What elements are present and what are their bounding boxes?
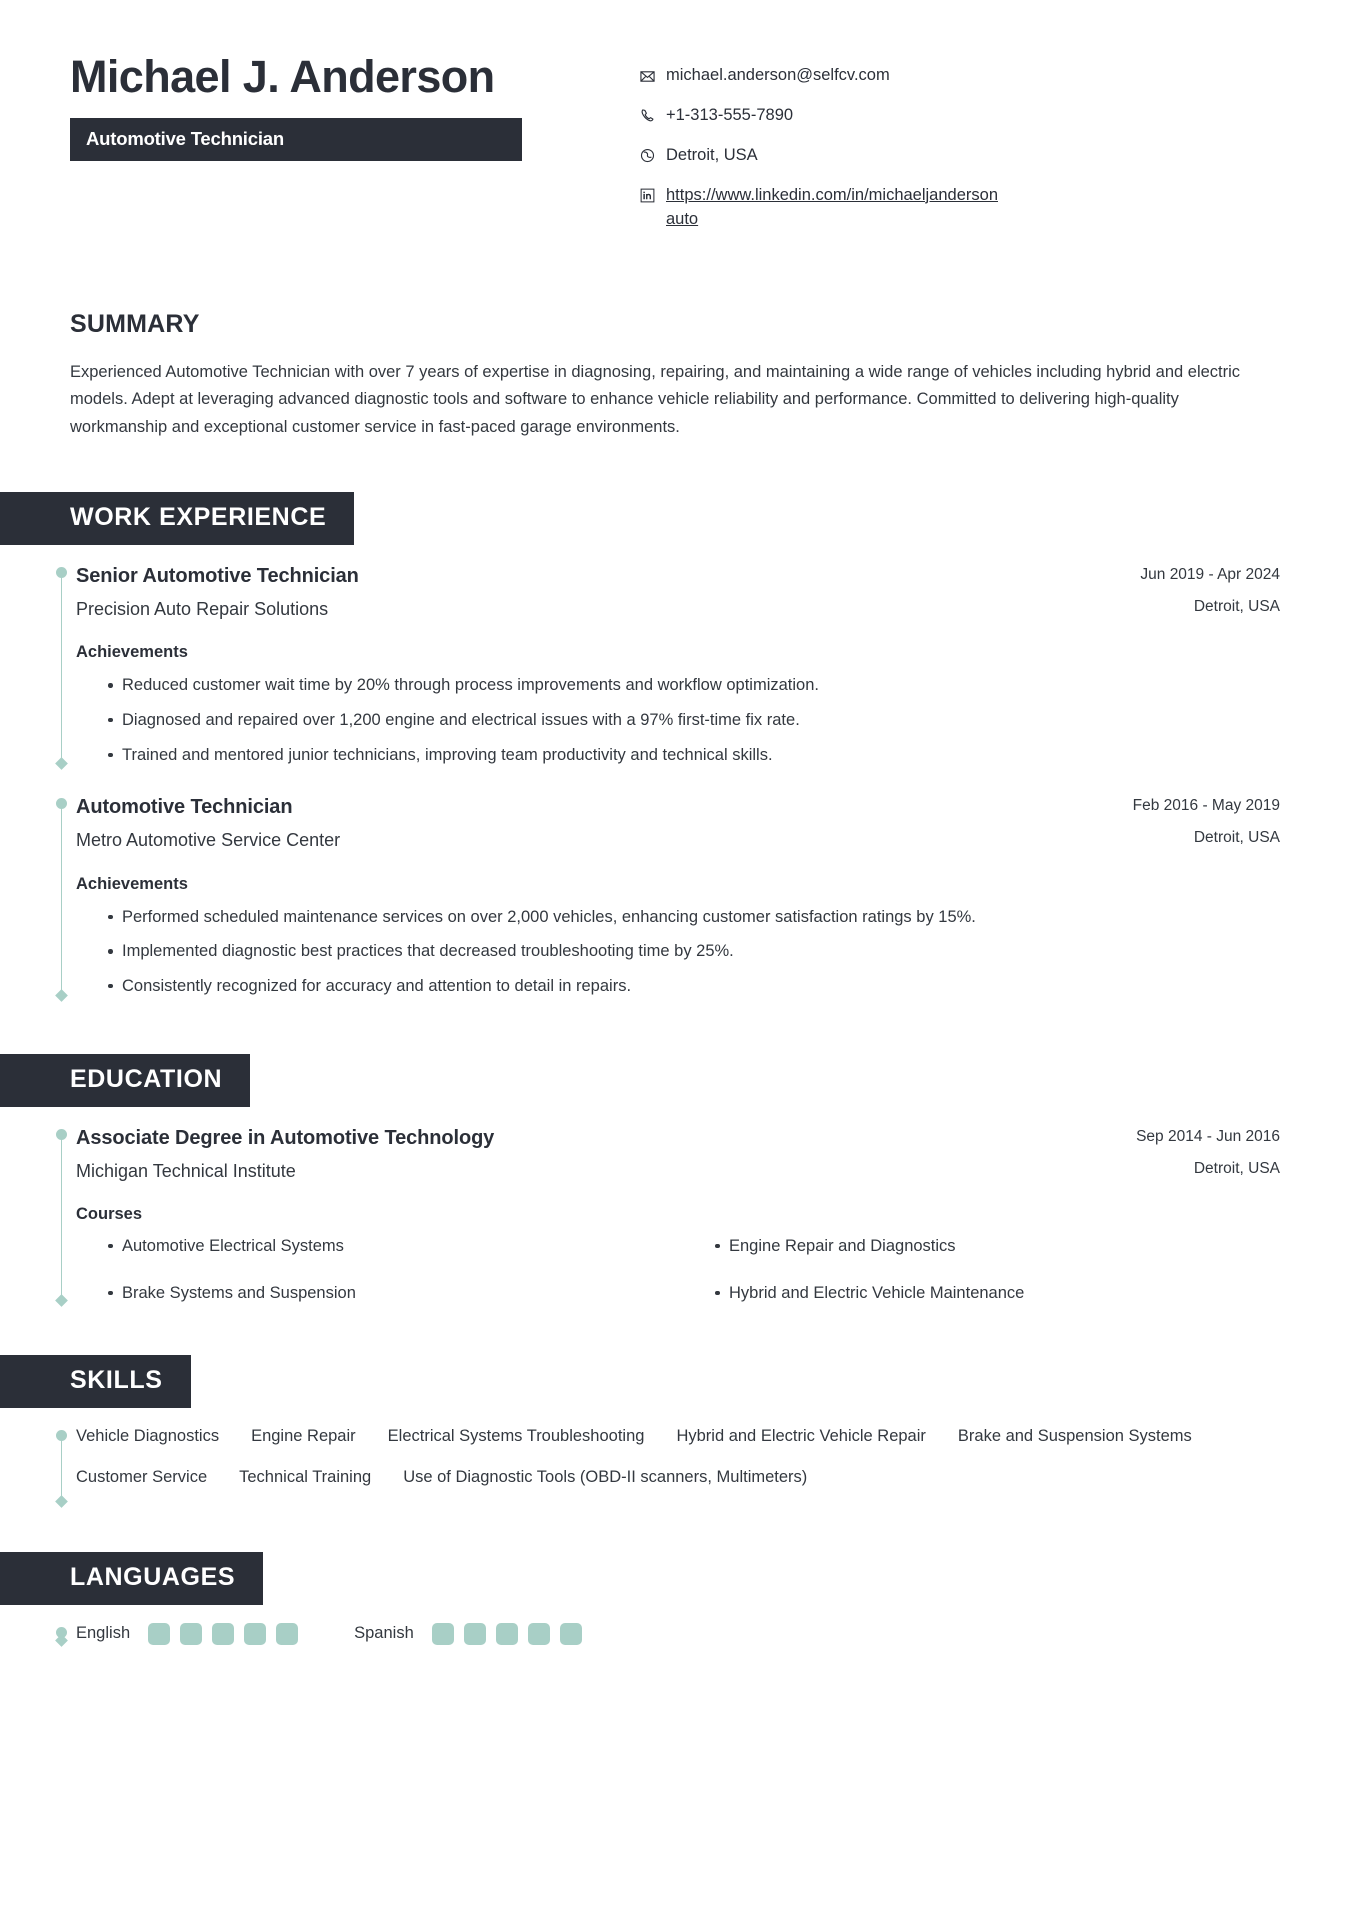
timeline-marker bbox=[56, 1129, 67, 1306]
contact-list bbox=[630, 52, 1290, 248]
page-title: Michael J. Anderson bbox=[70, 51, 495, 102]
contact-email-text: michael.anderson@selfcv.com bbox=[666, 66, 890, 84]
education-entry-main bbox=[76, 1125, 1136, 1183]
work-entry-bullets bbox=[76, 904, 1280, 1000]
skills-body bbox=[56, 1408, 1280, 1505]
globe-icon bbox=[640, 146, 666, 166]
work-entry bbox=[56, 776, 1280, 999]
section-heading-work-experience: WORK EXPERIENCE bbox=[0, 492, 354, 545]
skill-item: Customer Service bbox=[76, 1468, 208, 1487]
work-entry-header bbox=[76, 563, 1280, 621]
work-experience-entries bbox=[0, 545, 1350, 1000]
language-level-meter bbox=[432, 1623, 592, 1645]
languages-list bbox=[76, 1623, 1280, 1645]
work-entry-title: Senior Automotive Technician bbox=[76, 564, 359, 587]
work-entry-meta bbox=[1133, 794, 1280, 847]
linkedin-link[interactable]: https://www.linkedin.com/in/michaeljandersonauto bbox=[666, 185, 998, 228]
skill-item: Vehicle Diagnostics bbox=[76, 1427, 220, 1446]
work-entry-location: Detroit, USA bbox=[1193, 829, 1280, 847]
work-entry-sublabel: Achievements bbox=[76, 643, 188, 662]
header-identity bbox=[70, 52, 630, 161]
timeline-diamond-icon bbox=[55, 1295, 68, 1308]
language-name: Spanish bbox=[354, 1624, 414, 1643]
work-entry-location: Detroit, USA bbox=[1193, 597, 1280, 615]
contact-item-location bbox=[640, 144, 1290, 168]
work-experience-section bbox=[0, 492, 1350, 1000]
language-item-english bbox=[76, 1623, 308, 1645]
education-entry-title: Associate Degree in Automotive Technology bbox=[76, 1126, 495, 1149]
timeline-marker bbox=[56, 567, 67, 768]
summary-text: Experienced Automotive Technician with over 7 years of expertise in diagnosing, repairing, and maintaining a wide range of vehicles including hybrid and electric models. Adept at leveraging advanced diagnostic tools and software to enhance vehicle reliability and performance. Committed to delivering high-quality workmanship and exceptional customer service in fast-paced garage environments. bbox=[70, 362, 1241, 437]
list-item: Performed scheduled maintenance services on over 2,000 vehicles, enhancing customer satisfaction ratings by 15%. bbox=[76, 904, 1096, 931]
languages-section bbox=[0, 1552, 1350, 1645]
contact-location-text: Detroit, USA bbox=[666, 145, 758, 164]
skill-item: Use of Diagnostic Tools (OBD-II scanners, Multimeters) bbox=[403, 1468, 808, 1487]
courses-grid bbox=[76, 1234, 1280, 1306]
work-entry-meta bbox=[1140, 563, 1280, 616]
timeline-marker bbox=[56, 798, 67, 999]
language-level-meter bbox=[148, 1623, 308, 1645]
work-entry-main bbox=[76, 563, 1140, 621]
work-entry bbox=[56, 545, 1280, 768]
level-box bbox=[148, 1623, 170, 1645]
timeline-diamond-icon bbox=[55, 757, 68, 770]
list-item: Brake Systems and Suspension bbox=[76, 1281, 673, 1306]
list-item: Implemented diagnostic best practices that decreased troubleshooting time by 25%. bbox=[76, 938, 1096, 965]
contact-item-linkedin[interactable] bbox=[640, 184, 1290, 232]
level-box bbox=[464, 1623, 486, 1645]
timeline-line bbox=[61, 1135, 63, 1306]
contact-phone-text: +1-313-555-7890 bbox=[666, 105, 794, 124]
work-entry-title: Automotive Technician bbox=[76, 796, 293, 819]
education-entry-sublabel: Courses bbox=[76, 1204, 143, 1223]
education-entry bbox=[56, 1107, 1280, 1306]
language-name: English bbox=[76, 1624, 131, 1643]
skill-item: Hybrid and Electric Vehicle Repair bbox=[676, 1427, 926, 1446]
work-entry-sublabel: Achievements bbox=[76, 874, 188, 893]
education-entry-organization: Michigan Technical Institute bbox=[76, 1160, 296, 1181]
linkedin-icon bbox=[640, 186, 666, 206]
contact-linkedin-text[interactable] bbox=[666, 184, 1006, 232]
job-title-badge: Automotive Technician bbox=[70, 118, 522, 161]
skill-item: Brake and Suspension Systems bbox=[957, 1427, 1192, 1446]
summary-section bbox=[0, 248, 1350, 442]
language-item-spanish bbox=[354, 1623, 592, 1645]
level-box bbox=[180, 1623, 202, 1645]
section-heading-education: EDUCATION bbox=[0, 1054, 250, 1107]
timeline-diamond-icon bbox=[55, 1495, 68, 1508]
level-box bbox=[276, 1623, 298, 1645]
work-entry-header bbox=[76, 794, 1280, 852]
education-entry-meta bbox=[1136, 1125, 1280, 1178]
contact-item-email bbox=[640, 64, 1290, 88]
envelope-icon bbox=[640, 66, 666, 86]
education-entry-header bbox=[76, 1125, 1280, 1183]
summary-heading: SUMMARY bbox=[70, 309, 200, 338]
list-item: Diagnosed and repaired over 1,200 engine and electrical issues with a 97% first-time fix rate. bbox=[76, 707, 1096, 734]
list-item: Engine Repair and Diagnostics bbox=[683, 1234, 1280, 1259]
skill-item: Technical Training bbox=[239, 1468, 372, 1487]
work-entry-main bbox=[76, 794, 1133, 852]
level-box bbox=[432, 1623, 454, 1645]
phone-icon bbox=[640, 106, 666, 126]
languages-body bbox=[56, 1605, 1280, 1645]
timeline-line bbox=[61, 804, 63, 999]
timeline-diamond-icon bbox=[55, 989, 68, 1002]
skills-section bbox=[0, 1355, 1350, 1505]
timeline-marker bbox=[56, 1430, 67, 1505]
list-item: Reduced customer wait time by 20% through process improvements and workflow optimization. bbox=[76, 672, 1096, 699]
education-entry-date: Sep 2014 - Jun 2016 bbox=[1136, 1127, 1280, 1145]
level-box bbox=[212, 1623, 234, 1645]
list-item: Hybrid and Electric Vehicle Maintenance bbox=[683, 1281, 1280, 1306]
work-entry-date: Jun 2019 - Apr 2024 bbox=[1140, 565, 1280, 583]
skill-item: Electrical Systems Troubleshooting bbox=[387, 1427, 645, 1446]
skill-item: Engine Repair bbox=[251, 1427, 356, 1446]
level-box bbox=[528, 1623, 550, 1645]
list-item: Automotive Electrical Systems bbox=[76, 1234, 673, 1259]
timeline-line bbox=[61, 573, 63, 768]
work-entry-bullets bbox=[76, 672, 1280, 768]
contact-item-phone bbox=[640, 104, 1290, 128]
skills-list bbox=[76, 1424, 1226, 1505]
list-item: Consistently recognized for accuracy and attention to detail in repairs. bbox=[76, 973, 1096, 1000]
timeline-marker bbox=[56, 1627, 67, 1645]
education-entries bbox=[0, 1107, 1350, 1306]
list-item: Trained and mentored junior technicians, improving team productivity and technical skills. bbox=[76, 742, 1096, 769]
section-heading-skills: SKILLS bbox=[0, 1355, 191, 1408]
education-entry-location: Detroit, USA bbox=[1193, 1159, 1280, 1177]
education-section bbox=[0, 1054, 1350, 1306]
resume-header bbox=[0, 0, 1350, 248]
level-box bbox=[244, 1623, 266, 1645]
work-entry-date: Feb 2016 - May 2019 bbox=[1132, 797, 1280, 815]
work-entry-organization: Metro Automotive Service Center bbox=[76, 830, 341, 851]
work-entry-organization: Precision Auto Repair Solutions bbox=[76, 598, 329, 619]
section-heading-languages: LANGUAGES bbox=[0, 1552, 263, 1605]
level-box bbox=[560, 1623, 582, 1645]
level-box bbox=[496, 1623, 518, 1645]
